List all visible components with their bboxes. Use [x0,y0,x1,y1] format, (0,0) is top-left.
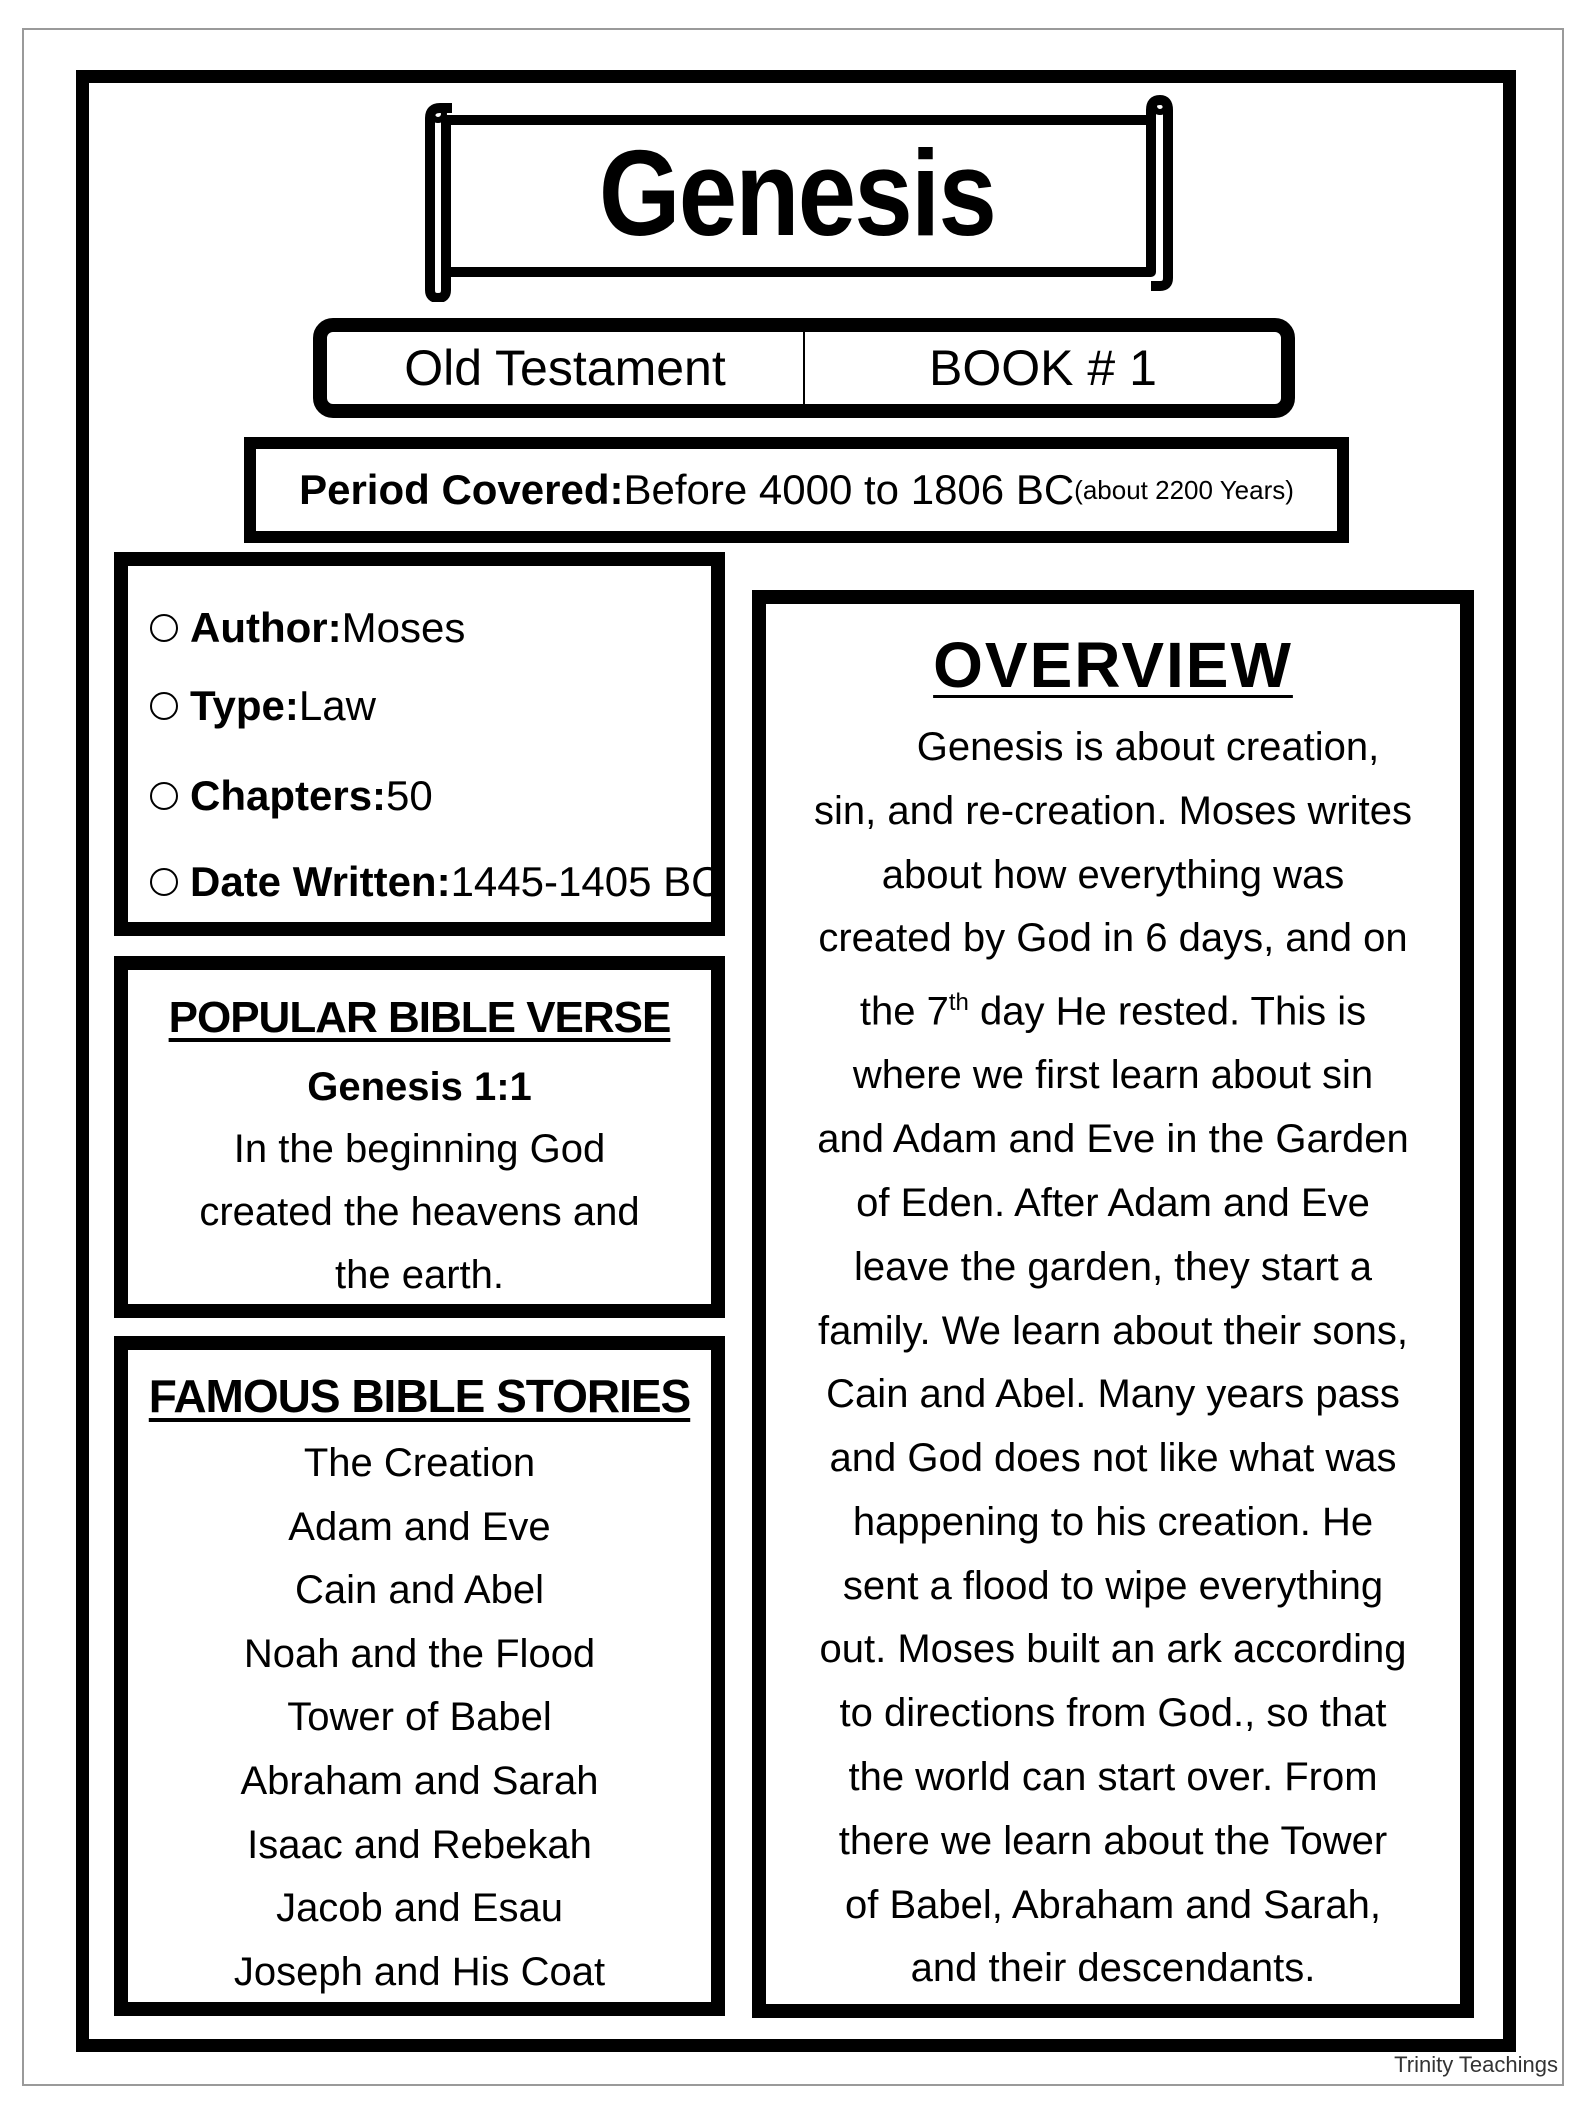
overview-line: and Adam and Eve in the Garden [817,1117,1409,1162]
book-info-box [114,552,725,936]
stories-heading: FAMOUS BIBLE STORIES [148,1370,691,1422]
info-value: Law [298,682,376,729]
overview-line: leave the garden, they start a [853,1244,1373,1289]
info-value: 1445-1405 BC [450,858,722,905]
overview-line: family. We learn about their sons, [818,1308,1408,1353]
book-number: BOOK # 1 [803,332,1281,404]
overview-line: sin, and re-creation. Moses writes [813,788,1412,833]
list-item: Noah and the Flood [243,1631,596,1676]
overview-line: to directions from God., so that [839,1691,1387,1736]
period-label: Period Covered: [299,466,624,513]
info-label: Type: [190,682,299,729]
overview-line: Genesis is about creation, [916,725,1380,769]
verse-reference: Genesis 1:1 [307,1065,532,1109]
info-label: Date Written: [190,858,451,905]
info-author [150,604,465,652]
period-note: (about 2200 Years) [1074,474,1294,505]
author-credit: Trinity Teachings [1394,2052,1558,2077]
overview-line: there we learn about the Tower [838,1818,1388,1863]
page-title: Genesis [598,125,996,261]
list-item: Abraham and Sarah [240,1758,599,1803]
radio-icon [150,868,178,896]
title-scroll [416,90,1178,302]
info-value: 50 [386,772,433,819]
radio-icon [150,782,178,810]
list-item: Isaac and Rebekah [247,1822,592,1867]
overview-line: of Eden. After Adam and Eve [856,1180,1370,1225]
overview-line: and their descendants. [910,1946,1316,1991]
overview-text [766,716,1460,2001]
overview-heading: OVERVIEW [933,629,1293,701]
overview-line: where we first learn about sin [852,1053,1374,1098]
testament-label: Old Testament [404,340,726,396]
info-chapters [150,772,433,820]
list-item: Adam and Eve [288,1504,551,1549]
list-item: Cain and Abel [294,1568,545,1613]
list-item: Tower of Babel [287,1695,552,1740]
overview-line: created by God in 6 days, and on [818,916,1408,961]
stories-list [128,1432,711,2004]
overview-line: happening to his creation. He [852,1499,1374,1544]
overview-line: about how everything was [881,852,1345,897]
info-label: Author: [190,604,342,651]
testament-bar [313,318,1295,418]
verse-line: the earth. [334,1253,504,1297]
overview-line: the world can start over. From [848,1755,1378,1800]
info-date-written [150,858,721,906]
radio-icon [150,692,178,720]
list-item: Joseph and His Coat [233,1949,606,1994]
verse-line: In the beginning God [233,1127,606,1171]
list-item: The Creation [303,1441,536,1485]
verse-line: created the heavens and [199,1190,640,1234]
famous-stories-box [114,1336,725,2016]
list-item: Jacob and Esau [276,1886,563,1931]
verse-heading: POPULAR BIBLE VERSE [168,993,671,1042]
overview-line: and God does not like what was [829,1436,1397,1481]
overview-line: out. Moses built an ark according [819,1627,1407,1672]
overview-line: the 7th day He rested. This is [859,989,1367,1034]
overview-line: sent a flood to wipe everything [842,1563,1384,1608]
overview-line: of Babel, Abraham and Sarah, [845,1882,1381,1927]
overview-box [752,590,1474,2018]
overview-line: Cain and Abel. Many years pass [826,1372,1400,1417]
period-value: Before 4000 to 1806 BC [623,466,1075,513]
radio-icon [150,614,178,642]
popular-verse-box [114,956,725,1318]
period-bar [244,437,1349,543]
info-label: Chapters: [190,772,387,819]
info-value: Moses [341,604,466,651]
info-type [150,682,376,730]
